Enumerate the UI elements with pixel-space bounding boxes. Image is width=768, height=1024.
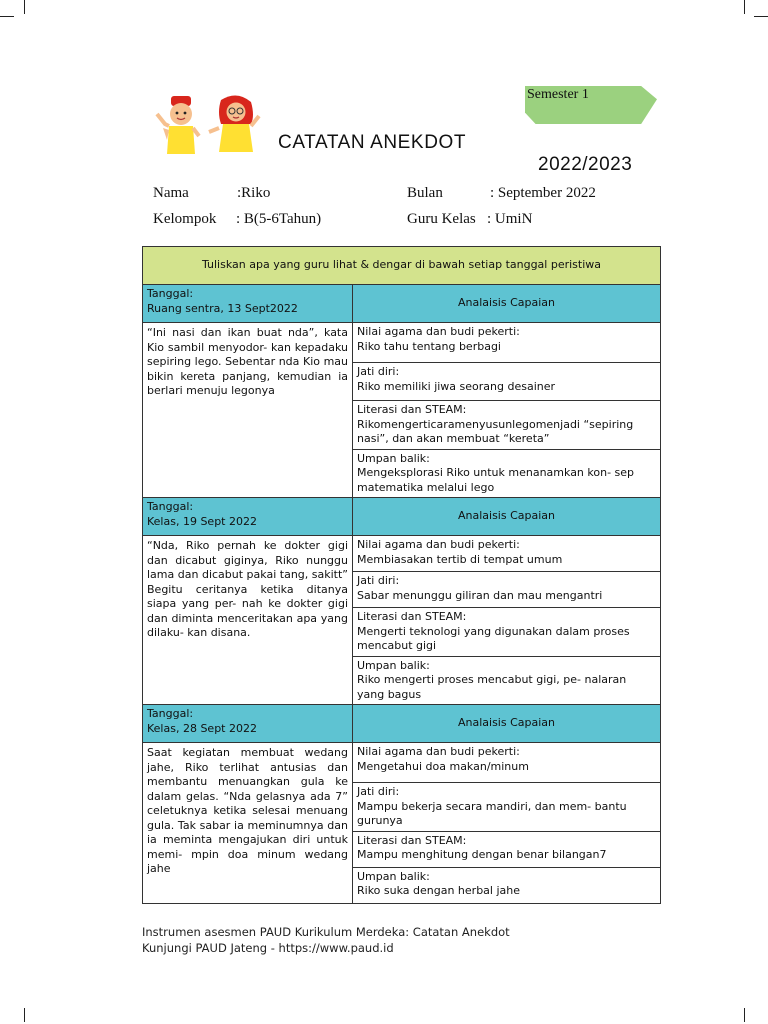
analysis-row (143, 536, 661, 572)
analysis-item-label: Jati diri: (357, 365, 400, 378)
analysis-header: Analaisis Capaian (353, 498, 661, 536)
date-header-row (143, 498, 661, 536)
crop-mark (744, 1008, 745, 1022)
analysis-item-text: Riko tahu tentang berbagi (357, 339, 501, 353)
crop-mark (24, 0, 25, 14)
analysis-item-text: Mengeksplorasi Riko untuk menanamkan kon- sep matematika melalui lego (357, 466, 635, 494)
analysis-item (353, 449, 661, 498)
analysis-header: Analaisis Capaian (353, 285, 661, 323)
analysis-item-label: Umpan balik: (357, 658, 430, 672)
analysis-item-text: Mampu bekerja secara mandiri, dan mem- bantu gurunya (357, 799, 627, 827)
analysis-item-label: Jati diri: (357, 574, 400, 587)
crop-mark (0, 16, 14, 17)
semester-label: Semester 1 (527, 87, 589, 102)
tanggal-label: Tanggal: (147, 500, 194, 513)
guru-label: Guru Kelas (407, 211, 476, 227)
analysis-item-label: Jati diri: (357, 785, 400, 798)
analysis-item-label: Nilai agama dan budi pekerti: (357, 745, 520, 758)
analysis-item-text: Mengerti teknologi yang digunakan dalam proses mencabut gigi (357, 624, 630, 652)
analysis-header: Analaisis Capaian (353, 705, 661, 743)
analysis-item-label: Umpan balik: (357, 451, 430, 465)
analysis-item (353, 783, 661, 832)
analysis-item (353, 867, 661, 903)
analysis-item-label: Literasi dan STEAM: (357, 403, 467, 416)
analysis-item-label: Nilai agama dan budi pekerti: (357, 325, 520, 338)
analysis-item-text: Mengetahui doa makan/minum (357, 759, 529, 773)
guru-value: : UmiN (487, 211, 533, 227)
analysis-item-label: Literasi dan STEAM: (357, 610, 467, 623)
analysis-item (353, 323, 661, 363)
date-header-row (143, 705, 661, 743)
analysis-item-text: Mampu menghitung dengan benar bilangan7 (357, 848, 607, 861)
analysis-item (353, 536, 661, 572)
analysis-item-text: Riko mengerti proses mencabut gigi, pe- nalaran yang bagus (357, 673, 627, 701)
kelompok-label: Kelompok (153, 211, 217, 227)
date-header-row (143, 285, 661, 323)
kelompok-value: : B(5-6Tahun) (236, 211, 322, 227)
story-cell: Saat kegiatan membuat wedang jahe, Riko terlihat antusias dan membantu menuangkan gula ke dalam gelas. “Nda gelasnya ada 7” celetuknya ketika selesai menuang gula. Tak sabar ia meminumnya dan ia meminta mengajukan diri untuk memi- mpin doa minum wedang jahe (143, 743, 353, 904)
story-cell: “Nda, Riko pernah ke dokter gigi dan dicabut giginya, Riko nunggu lama dan dicabut pakai tang, sakitt” Begitu ceritanya ketika ditanya siapa yang per- nah ke dokter gigi dan diminta menceritakan apa yang dilaku- kan disana. (143, 536, 353, 705)
footer-line-1: Instrumen asesmen PAUD Kurikulum Merdeka: Catatan Anekdot (142, 925, 510, 939)
analysis-item-text: Riko suka dengan herbal jahe (357, 884, 521, 897)
analysis-item (353, 572, 661, 608)
analysis-item (353, 363, 661, 401)
footer-line-2: Kunjungi PAUD Jateng - https://www.paud.id (142, 941, 394, 955)
nama-value: :Riko (237, 185, 271, 201)
crop-mark (754, 16, 768, 17)
analysis-item (353, 608, 661, 657)
analysis-item (353, 831, 661, 867)
analysis-item-text: Riko memiliki jiwa seorang desainer (357, 379, 556, 393)
analysis-item-text: Sabar menunggu giliran dan mau mengantri (357, 588, 603, 602)
tanggal-cell (143, 705, 353, 743)
instruction-row: Tuliskan apa yang guru lihat & dengar di bawah setiap tanggal peristiwa (143, 247, 661, 285)
tanggal-value: Ruang sentra, 13 Sept2022 (147, 301, 298, 315)
crop-mark (24, 1008, 25, 1022)
analysis-item-text: Membiasakan tertib di tempat umum (357, 552, 563, 566)
bulan-label: Bulan (407, 185, 443, 201)
analysis-item-text: Rikomengerticaramenyusunlegomenjadi “sepiring nasi”, dan akan membuat “kereta” (357, 417, 634, 445)
crop-mark (744, 0, 745, 14)
tanggal-label: Tanggal: (147, 707, 194, 720)
analysis-row (143, 743, 661, 783)
analysis-item (353, 656, 661, 705)
tanggal-label: Tanggal: (147, 287, 194, 300)
boy-figure (157, 96, 199, 154)
academic-year: 2022/2023 (538, 154, 633, 175)
analysis-item-label: Umpan balik: (357, 869, 430, 883)
analysis-item (353, 401, 661, 450)
analysis-item-label: Literasi dan STEAM: (357, 833, 467, 847)
analysis-item-label: Nilai agama dan budi pekerti: (357, 538, 520, 551)
analysis-item (353, 743, 661, 783)
anecdote-table (142, 246, 661, 904)
bulan-value: : September 2022 (490, 185, 596, 201)
girl-figure (209, 95, 259, 152)
page-title: CATATAN ANEKDOT (278, 132, 467, 153)
tanggal-value: Kelas, 28 Sept 2022 (147, 721, 257, 735)
kids-illustration (155, 92, 265, 156)
tanggal-cell (143, 498, 353, 536)
story-cell: “Ini nasi dan ikan buat nda”, kata Kio sambil menyodor- kan kepadaku sepiring lego. Sebentar nda Kio mau bikin kereta panjang, kemudian ia berlari menuju legonya (143, 323, 353, 498)
tanggal-value: Kelas, 19 Sept 2022 (147, 514, 257, 528)
nama-label: Nama (153, 185, 189, 201)
analysis-row (143, 323, 661, 363)
tanggal-cell (143, 285, 353, 323)
